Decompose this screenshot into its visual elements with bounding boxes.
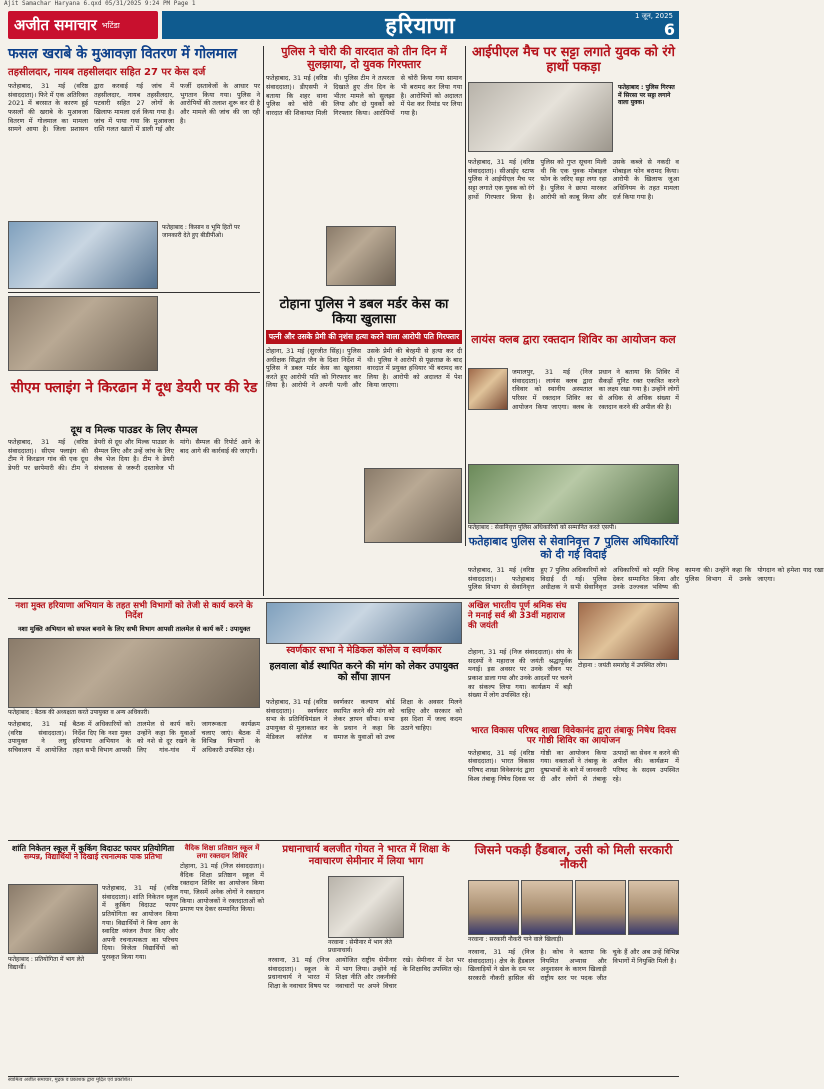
article-body: फतेहाबाद, 31 मई (वरिष्ठ संवाददाता)। उपायुक्त ने लघु सचिवालय में आयोजित बैठक में अधिकारियों को निर्देश दिए कि नशा मुक्त हरियाणा अभियान के तहत सभी विभाग आपसी तालमेल से कार्य करें। उन्होंने कहा कि युवाओं को नशे से दूर रखने के लिए गांव-गांव में जागरूकता कार्यक्रम चलाए जाएं। बैठक में विभिन्न विभागों के अधिकारी उपस्थित रहे। xyxy=(8,720,260,754)
tohana-photo xyxy=(364,468,462,543)
photo-caption: नरवाना : सेमीनार में भाग लेते प्रधानाचार्य। xyxy=(328,939,404,954)
meeting-photo xyxy=(8,638,260,708)
headline: फतेहाबाद पुलिस से सेवानिवृत्त 7 पुलिस अधिकारियों को दी गई विदाई xyxy=(468,535,679,561)
article-tohana xyxy=(266,298,462,598)
article-body: टोहाना, 31 मई (निज संवाददाता)। संघ के सदस्यों ने महाराज की जयंती श्रद्धापूर्वक मनाई। इस अवसर पर उनके जीवन पर प्रकाश डाला गया और उनके आदर्शों पर चलने का संकल्प लिया गया। कार्यक्रम में बड़ी संख्या में लोग उपस्थित रहे। xyxy=(468,648,573,700)
article-jobs xyxy=(468,844,679,1074)
player-photo xyxy=(521,880,572,935)
subhead: तहसीलदार, नायब तहसीलदार सहित 27 पर केस दर्ज xyxy=(8,67,206,79)
article-body: फतेहाबाद, 31 मई (वरिष्ठ संवाददाता)। फिरे में एक अतिरिक्त 2021 में बरसात के कारण हुई फसलों की खराबे के मुआवजा वितरण में गोलमाल का मामला सामने आया है। जिला प्रशासन द्वारा करवाई गई जांच में तहसीलदार, नायब तहसीलदार, पटवारी सहित 27 लोगों के खिलाफ मामला दर्ज किया गया है। जांच में पाया गया कि मुआवजा राशि गलत खातों में डाली गई और फर्जी दस्तावेजों के आधार पर भुगतान किया गया। पुलिस ने आरोपियों की तलाश शुरू कर दी है और मामले की जांच की जा रही है। xyxy=(8,82,260,134)
player-photo xyxy=(575,880,626,935)
player-photo xyxy=(468,880,519,935)
article-lions xyxy=(468,334,679,462)
article-retire xyxy=(468,464,824,594)
subhead: नशा मुक्ति अभियान को सफल बनाने के लिए सभी विभाग आपसी तालमेल से कार्य करें : उपायुक्त xyxy=(17,624,251,633)
masthead xyxy=(8,10,679,40)
article-body: फतेहाबाद, 31 मई (वरिष्ठ संवाददाता)। स्वर्णकार सभा के प्रतिनिधिमंडल ने उपायुक्त से मुलाकात कर मेडिकल कॉलेज व स्वर्णकार कल्याण बोर्ड स्थापित करने की मांग को लेकर ज्ञापन सौंपा। सभा के प्रधान ने कहा कि समाज के युवाओं को उच्च शिक्षा के अवसर मिलने चाहिए और सरकार को इस दिशा में जल्द कदम उठाने चाहिए। xyxy=(266,698,462,741)
divider xyxy=(8,598,679,599)
headline: जिसने पकड़ी हैंडबाल, उसी को मिली सरकारी नौकरी xyxy=(474,843,673,871)
headline: लायंस क्लब द्वारा रक्तदान शिविर का आयोजन कल xyxy=(471,333,676,346)
article-body: टोहाना, 31 मई (सुरजीत सिंह)। पुलिस अधीक्षक सिद्धांत जैन के दिशा निर्देश में पुलिस ने डबल मर्डर केस का खुलासा करते हुए आरोपी पति को गिरफ्तार कर लिया है। आरोपी ने अपनी पत्नी और उसके प्रेमी की बेरहमी से हत्या कर दी थी। पुलिस ने आरोपी से पूछताछ के बाद वारदात में प्रयुक्त हथियार भी बरामद कर लिया है। आरोपी को अदालत में पेश किया जाएगा। xyxy=(266,346,462,390)
photo-caption: फतेहाबाद : प्रतियोगिता में भाग लेते विद्यार्थी। xyxy=(8,956,98,971)
section-band xyxy=(162,11,679,39)
police-photo xyxy=(326,226,396,286)
headline: शांति निकेतन स्कूल में कुकिंग विदाउट फायर प्रतियोगिता xyxy=(11,844,175,853)
ipl-photo xyxy=(468,82,613,152)
article-tobacco xyxy=(468,726,679,838)
divider xyxy=(8,840,679,841)
headline: स्वर्णकार सभा ने मेडिकल कॉलेज व स्वर्णकार xyxy=(286,645,442,656)
article-body: फतेहाबाद, 31 मई (वरिष्ठ संवाददाता)। शांति निकेतन स्कूल में कुकिंग विदाउट फायर प्रतियोगिता का आयोजन किया गया। विद्यार्थियों ने बिना आग के स्वादिष्ट व्यंजन तैयार किए और अपनी रचनात्मकता का परिचय दिया। विजेता विद्यार्थियों को पुरस्कृत किया गया। xyxy=(102,884,178,962)
principal-photo xyxy=(328,876,404,938)
divider xyxy=(8,292,260,293)
edition-name: भटिंडा xyxy=(101,20,120,30)
jayanti-photo xyxy=(578,602,679,660)
article-body: फतेहाबाद, 31 मई (वरिष्ठ संवाददाता)। डीएसपी ने बताया कि शहर थाना पुलिस को चोरी की वारदात की शिकायत मिली थी। पुलिस टीम ने तत्परता दिखाते हुए तीन दिन के भीतर मामले को सुलझा लिया और दो युवकों को गिरफ्तार किया। आरोपियों से चोरी किया गया सामान भी बरामद कर लिया गया है। आरोपियों को अदालत में पेश कर रिमांड पर लिया गया है। xyxy=(266,74,462,117)
article-blood xyxy=(180,844,264,1074)
article-dairy xyxy=(8,296,260,586)
photo-caption: फतेहाबाद : किसान व भूमि हितों पर जानकारी देते हुए बीडीपीओ। xyxy=(162,224,258,239)
article-body: नरवाना, 31 मई (निज संवाददाता)। स्कूल के प्रधानाचार्य ने भारत में शिक्षा के नवाचार विषय पर आयोजित राष्ट्रीय सेमीनार में भाग लिया। उन्होंने नई शिक्षा नीति और तकनीकी नवाचारों पर अपने विचार रखे। सेमीनार में देश भर के शिक्षाविद उपस्थित रहे। xyxy=(268,956,464,990)
article-ipl xyxy=(468,46,679,331)
headline: फसल खराबे के मुआवज़ा वितरण में गोलमाल xyxy=(8,46,238,62)
lions-photo xyxy=(468,368,508,410)
headline: आईपीएल मैच पर सट्टा लगाते युवक को रंगे हाथों पकड़ा xyxy=(472,45,675,75)
dairy-photo xyxy=(8,296,158,371)
headline: अखिल भारतीय पूर्ण श्रमिक संघ ने मनाई सर्व श्री 33वीं महाराज की जयंती xyxy=(468,601,567,631)
player-photos xyxy=(468,880,679,935)
article-jayanti xyxy=(468,602,679,722)
article-principal xyxy=(268,844,464,1074)
subhead: पत्नी और उसके प्रेमी की नृशंस हत्या करने वाला आरोपी पति गिरफ्तार xyxy=(266,330,462,344)
crop-photo xyxy=(8,221,158,289)
divider xyxy=(263,46,264,596)
imprint-line: स्वामित्व अजीत समाचार, मुद्रक व प्रकाशक द्वारा मुद्रित एवं प्रकाशित। xyxy=(8,1076,679,1084)
article-swarnkar xyxy=(266,602,462,838)
article-body: फतेहाबाद, 31 मई (वरिष्ठ संवाददाता)। सीएम फ्लाइंग की टीम ने किरढान गांव की एक दूध डेयरी पर छापेमारी की। टीम ने डेयरी से दूध और मिल्क पाउडर के सैम्पल लिए और उन्हें जांच के लिए लैब भेज दिया है। टीम ने डेयरी संचालक से जरूरी दस्तावेज भी मांगे। सैम्पल की रिपोर्ट आने के बाद आगे की कार्रवाई की जाएगी। xyxy=(8,438,260,472)
player-photo xyxy=(628,880,679,935)
article-body: फतेहाबाद, 31 मई (वरिष्ठ संवाददाता)। भारत विकास परिषद शाखा विवेकानंद द्वारा विश्व तंबाकू निषेध दिवस पर गोष्ठी का आयोजन किया गया। वक्ताओं ने तंबाकू के दुष्प्रभावों के बारे में जानकारी दी और लोगों से तंबाकू उत्पादों का सेवन न करने की अपील की। कार्यक्रम में परिषद के सदस्य उपस्थित रहे। xyxy=(468,748,679,783)
photo-caption: नरवाना : सरकारी नौकरी पाने वाले खिलाड़ी। xyxy=(468,936,679,944)
article-body: नरवाना, 31 मई (निज संवाददाता)। क्षेत्र के हैंडबाल खिलाड़ियों ने खेल के दम पर सरकारी नौकरी हासिल की है। कोच ने बताया कि नियमित अभ्यास और अनुशासन के कारण खिलाड़ी राष्ट्रीय स्तर पर पदक जीत चुके हैं और अब उन्हें विभिन्न विभागों में नियुक्ति मिली है। xyxy=(468,948,679,982)
headline: वैदिक शिक्षा प्रतिष्ठान स्कूल में लगा रक्तदान शिविर xyxy=(184,844,260,861)
headline: भारत विकास परिषद शाखा विवेकानंद द्वारा तंबाकू निषेध दिवस पर गोष्ठी शिविर का आयोजन xyxy=(470,726,677,747)
photo-caption: फतेहाबाद : पुलिस गिरफ्त में सिरसा पर सट्टा लगाने वाला युवक। xyxy=(618,84,678,107)
headline-line2: सम्पन्न, विद्यार्थियों ने दिखाई रचनात्मक पाक प्रतिभा xyxy=(23,852,163,862)
article-body: जमालपुर, 31 मई (निज संवाददाता)। लायंस क्लब द्वारा रविवार को स्थानीय अस्पताल परिसर में रक्तदान शिविर का आयोजन किया जाएगा। क्लब के प्रधान ने बताया कि शिविर में सैकड़ों यूनिट रक्त एकत्रित करने का लक्ष्य रखा गया है। उन्होंने लोगों से अधिक से अधिक संख्या में रक्तदान करने की अपील की है। xyxy=(512,368,679,411)
headline: सीएम फ्लाइंग ने किरढान में दूध डेयरी पर की रेड xyxy=(10,380,258,396)
headline: नशा मुक्त हरियाणा अभियान के तहत सभी विभागों को तेजी से कार्य करने के निर्देश xyxy=(15,601,253,621)
page-number: 6 xyxy=(663,20,675,39)
paper-logo xyxy=(8,11,158,39)
article-meeting xyxy=(8,602,260,838)
headline-line2: हलवाला बोर्ड स्थापित करने की मांग को लेकर उपायुक्त को सौंपा ज्ञापन xyxy=(269,661,459,683)
swarnkar-photo xyxy=(266,602,462,644)
headline: पुलिस ने चोरी की वारदात को तीन दिन में सुलझाया, दो युवक गिरफ्तार xyxy=(281,45,447,71)
subhead: दूध व मिल्क पाउडर के लिए सैम्पल xyxy=(70,425,198,436)
article-body: फतेहाबाद, 31 मई (वरिष्ठ संवाददाता)। फतेहाबाद पुलिस विभाग से सेवानिवृत्त हुए 7 पुलिस अधिकारियों को विदाई दी गई। पुलिस अधीक्षक ने सभी सेवानिवृत्त अधिकारियों को स्मृति चिन्ह देकर सम्मानित किया और उनके उज्ज्वल भविष्य की कामना की। उन्होंने कहा कि पुलिस विभाग में उनके योगदान को हमेशा याद रखा जाएगा। xyxy=(468,566,824,592)
article-school xyxy=(8,844,178,1074)
headline: टोहाना पुलिस ने डबल मर्डर केस का किया खुलासा xyxy=(279,297,449,327)
retire-photo xyxy=(468,464,679,524)
article-body: टोहाना, 31 मई (निज संवाददाता)। वैदिक शिक्षा प्रतिष्ठान स्कूल में रक्तदान शिविर का आयोजन किया गया, जिसमें अनेक लोगों ने रक्तदान किया। आयोजकों ने रक्तदाताओं को प्रमाण पत्र देकर सम्मानित किया। xyxy=(180,862,264,914)
article-crop xyxy=(8,46,260,291)
school-photo xyxy=(8,884,98,954)
divider xyxy=(465,46,466,546)
photo-caption: टोहाना : जयंती समारोह में उपस्थित लोग। xyxy=(578,662,679,670)
print-slug: Ajit Samachar Haryana 6.qxd 05/31/2025 9:24 PM Page 1 xyxy=(4,0,196,7)
photo-caption: फतेहाबाद : बैठक की अध्यक्षता करते उपायुक्त व अन्य अधिकारी। xyxy=(8,709,260,717)
article-body: फतेहाबाद, 31 मई (वरिष्ठ संवाददाता)। सीआईए स्टाफ पुलिस ने आईपीएल मैच पर सट्टा लगाते एक युवक को रंगे हाथों गिरफ्तार किया है। पुलिस को गुप्त सूचना मिली थी कि एक युवक मोबाइल फोन के जरिए सट्टा लगा रहा है। पुलिस ने छापा मारकर आरोपी को काबू किया और उसके कब्जे से नकदी व मोबाइल फोन बरामद किया। आरोपी के खिलाफ जुआ अधिनियम के तहत मामला दर्ज किया गया है। xyxy=(468,158,679,201)
photo-caption: फतेहाबाद : सेवानिवृत्त पुलिस अधिकारियों को सम्मानित करते एसपी। xyxy=(468,524,679,532)
headline: प्रधानाचार्य बलजीत गोयत ने भारत में शिक्षा के नवाचारण सेमीनार में लिया भाग xyxy=(282,844,450,867)
issue-date: 1 जून, 2025 xyxy=(634,12,673,20)
article-theft xyxy=(266,46,462,296)
section-title: हरियाणा xyxy=(385,14,456,39)
paper-name: अजीत समाचार xyxy=(14,16,97,34)
